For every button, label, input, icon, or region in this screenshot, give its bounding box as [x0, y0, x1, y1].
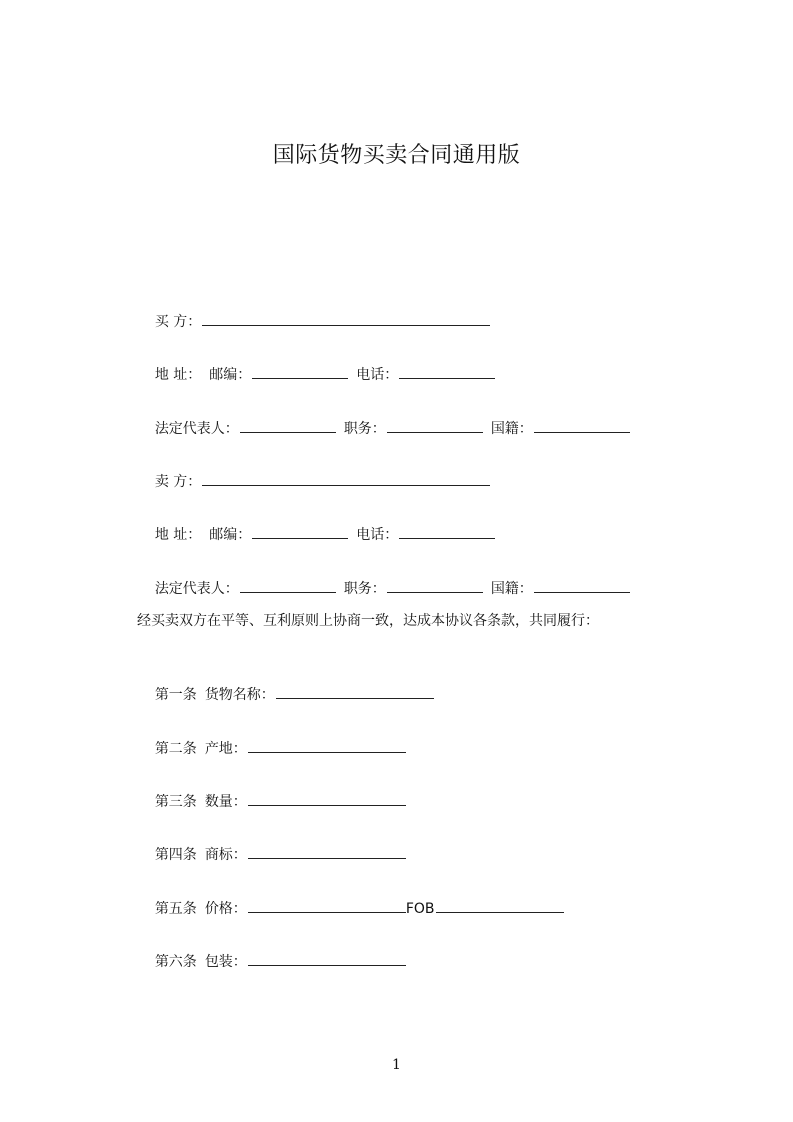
article-1-line: [137, 664, 434, 725]
buyer-name-line: [137, 291, 490, 352]
article-6-label: 包装：: [204, 954, 247, 970]
seller-rep-field[interactable]: [240, 578, 336, 593]
buyer-position-field[interactable]: [387, 418, 483, 433]
seller-nationality-label: 国籍：: [490, 581, 533, 597]
seller-rep-line: [137, 558, 630, 619]
buyer-rep-label: 法定代表人：: [154, 421, 239, 437]
article-4-field[interactable]: [248, 844, 406, 859]
article-6-number: 第六条: [154, 954, 197, 970]
article-4-number: 第四条: [154, 847, 197, 863]
article-1-field[interactable]: [276, 684, 434, 699]
seller-name-field[interactable]: [202, 471, 490, 486]
article-3-number: 第三条: [154, 794, 197, 810]
article-2-number: 第二条: [154, 741, 197, 757]
buyer-address-label: 地 址：: [154, 367, 202, 383]
article-5-fob-label: FOB: [405, 901, 435, 917]
article-5-line: [137, 878, 564, 939]
buyer-name-label: 买 方：: [154, 314, 202, 330]
article-6-line: [137, 931, 406, 992]
article-4-line: [137, 824, 406, 885]
seller-nationality-field[interactable]: [534, 578, 630, 593]
page-number: 1: [392, 1057, 401, 1073]
seller-position-field[interactable]: [387, 578, 483, 593]
seller-postcode-field[interactable]: [252, 524, 348, 539]
page-title: 国际货物买卖合同通用版: [272, 143, 521, 168]
article-6-field[interactable]: [248, 951, 406, 966]
seller-address-label: 地 址：: [154, 527, 202, 543]
seller-rep-label: 法定代表人：: [154, 581, 239, 597]
buyer-postcode-field[interactable]: [252, 364, 348, 379]
buyer-phone-label: 电话：: [356, 367, 399, 383]
article-3-field[interactable]: [248, 791, 406, 806]
buyer-postcode-label: 邮编：: [209, 367, 252, 383]
seller-phone-field[interactable]: [399, 524, 495, 539]
buyer-phone-field[interactable]: [399, 364, 495, 379]
seller-position-label: 职务：: [343, 581, 386, 597]
buyer-rep-line: [137, 398, 630, 459]
buyer-name-field[interactable]: [202, 311, 490, 326]
article-5-fob-field[interactable]: [436, 898, 564, 913]
seller-address-line: [137, 504, 495, 565]
article-5-label: 价格：: [204, 901, 247, 917]
article-5-price-field[interactable]: [248, 898, 406, 913]
article-1-number: 第一条: [154, 687, 197, 703]
article-2-field[interactable]: [248, 738, 406, 753]
buyer-rep-field[interactable]: [240, 418, 336, 433]
buyer-nationality-label: 国籍：: [490, 421, 533, 437]
seller-postcode-label: 邮编：: [209, 527, 252, 543]
preamble: 经买卖双方在平等、互利原则上协商一致，达成本协议各条款，共同履行：: [137, 613, 599, 629]
article-1-label: 货物名称：: [204, 687, 275, 703]
article-2-label: 产地：: [204, 741, 247, 757]
article-2-line: [137, 718, 406, 779]
seller-name-label: 卖 方：: [154, 474, 202, 490]
article-5-number: 第五条: [154, 901, 197, 917]
buyer-position-label: 职务：: [343, 421, 386, 437]
seller-phone-label: 电话：: [356, 527, 399, 543]
article-3-line: [137, 771, 406, 832]
article-4-label: 商标：: [204, 847, 247, 863]
seller-name-line: [137, 451, 490, 512]
article-3-label: 数量：: [204, 794, 247, 810]
buyer-address-line: [137, 344, 495, 405]
buyer-nationality-field[interactable]: [534, 418, 630, 433]
